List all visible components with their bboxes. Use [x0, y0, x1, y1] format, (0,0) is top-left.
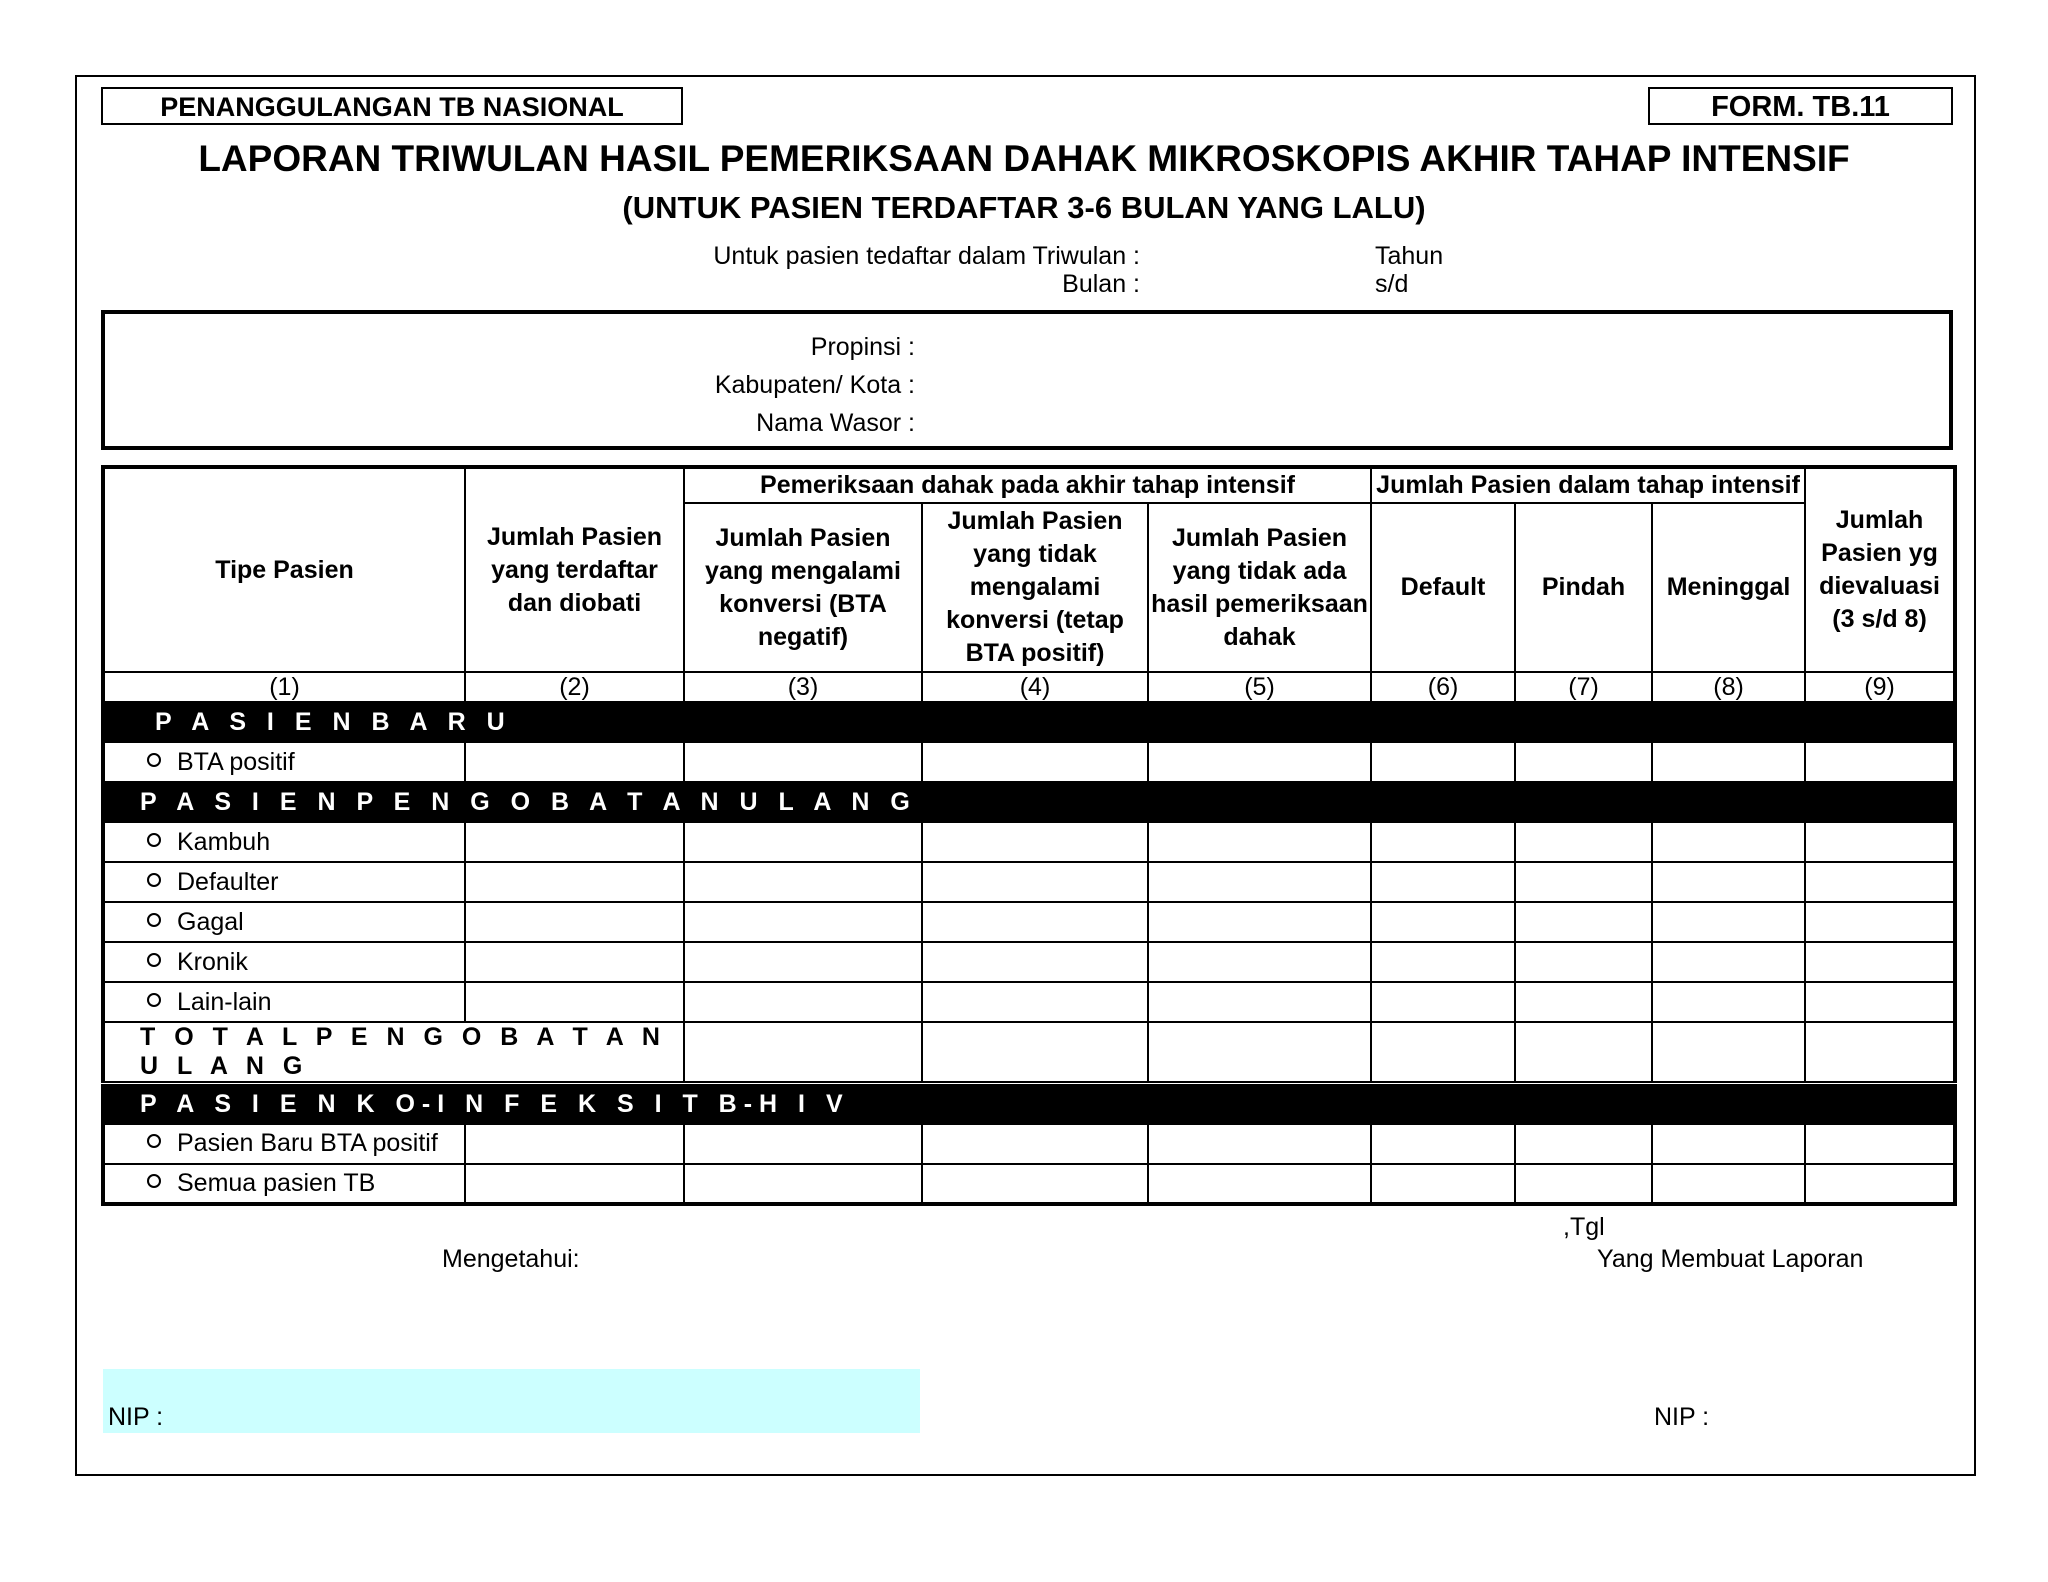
- col-number: (8): [1652, 672, 1805, 702]
- cell[interactable]: [1805, 942, 1955, 982]
- cell[interactable]: [1148, 1124, 1371, 1164]
- col-number: (1): [103, 672, 465, 702]
- cell[interactable]: [1805, 1164, 1955, 1204]
- col-number: (6): [1371, 672, 1515, 702]
- bullet-circle-icon: [147, 833, 161, 847]
- cell[interactable]: [1371, 942, 1515, 982]
- col-number: (3): [684, 672, 922, 702]
- total-row: [103, 1022, 1955, 1084]
- table-row: [103, 982, 1955, 1022]
- bullet-circle-icon: [147, 993, 161, 1007]
- cell[interactable]: [465, 942, 684, 982]
- bullet-circle-icon: [147, 1174, 161, 1188]
- bullet-circle-icon: [147, 873, 161, 887]
- cell[interactable]: [684, 902, 922, 942]
- cell[interactable]: [1515, 982, 1652, 1022]
- cell[interactable]: [1652, 1124, 1805, 1164]
- cell[interactable]: [1515, 1124, 1652, 1164]
- cell[interactable]: [1652, 942, 1805, 982]
- cell[interactable]: [1371, 742, 1515, 782]
- header-konversi: Jumlah Pasien yang mengalami konversi (BTA negatif): [684, 503, 922, 672]
- bullet-circle-icon: [147, 1134, 161, 1148]
- col-number: (7): [1515, 672, 1652, 702]
- cell[interactable]: [684, 1022, 922, 1084]
- header-group-jumlah: Jumlah Pasien dalam tahap intensif: [1371, 467, 1805, 503]
- cell[interactable]: [1371, 1022, 1515, 1084]
- table-row: [103, 902, 1955, 942]
- cell[interactable]: [1805, 862, 1955, 902]
- cell[interactable]: [1652, 862, 1805, 902]
- col-number: (4): [922, 672, 1148, 702]
- cell[interactable]: [465, 1164, 684, 1204]
- mengetahui-label: Mengetahui:: [442, 1245, 580, 1273]
- cell[interactable]: [1805, 982, 1955, 1022]
- wasor-label: Nama Wasor :: [756, 409, 915, 437]
- form-code: FORM. TB.11: [1648, 87, 1953, 125]
- cell[interactable]: [465, 862, 684, 902]
- table-row: [103, 942, 1955, 982]
- header-tipe-pasien: Tipe Pasien: [103, 467, 465, 672]
- cell[interactable]: [684, 1164, 922, 1204]
- cell[interactable]: [684, 982, 922, 1022]
- tgl-label: ,Tgl: [1563, 1213, 1605, 1241]
- cell[interactable]: [922, 1164, 1148, 1204]
- header-dievaluasi: Jumlah Pasien yg dievaluasi (3 s/d 8): [1805, 467, 1955, 672]
- col-number: (5): [1148, 672, 1371, 702]
- header-tidak-ada-hasil: Jumlah Pasien yang tidak ada hasil pemeriksaan dahak: [1148, 503, 1371, 672]
- report-title: LAPORAN TRIWULAN HASIL PEMERIKSAAN DAHAK MIKROSKOPIS AKHIR TAHAP INTENSIF: [198, 138, 1850, 179]
- row-label: Kambuh: [177, 827, 271, 856]
- cell[interactable]: [1805, 902, 1955, 942]
- cell[interactable]: [922, 1022, 1148, 1084]
- cell[interactable]: [1148, 742, 1371, 782]
- header-meninggal: Meninggal: [1652, 503, 1805, 672]
- triwulan-label: Untuk pasien tedaftar dalam Triwulan :: [713, 242, 1140, 270]
- cell[interactable]: [1515, 862, 1652, 902]
- cell[interactable]: [1371, 862, 1515, 902]
- cell[interactable]: [922, 822, 1148, 862]
- nip-left-label: NIP :: [108, 1403, 164, 1431]
- cell[interactable]: [684, 822, 922, 862]
- cell[interactable]: [1515, 742, 1652, 782]
- row-label: BTA positif: [177, 747, 295, 776]
- cell[interactable]: [1805, 1022, 1955, 1084]
- cell[interactable]: [1652, 982, 1805, 1022]
- row-label: Pasien Baru BTA positif: [177, 1129, 438, 1157]
- nip-input-highlight[interactable]: [103, 1369, 920, 1433]
- cell[interactable]: [922, 942, 1148, 982]
- cell[interactable]: [684, 742, 922, 782]
- row-label: Kronik: [177, 947, 248, 976]
- cell[interactable]: [1371, 822, 1515, 862]
- report-table: [101, 465, 1957, 1206]
- program-label: PENANGGULANGAN TB NASIONAL: [101, 87, 683, 125]
- cell[interactable]: [1148, 1164, 1371, 1204]
- pembuat-label: Yang Membuat Laporan: [1597, 1245, 1864, 1273]
- section-label: P A S I E N P E N G O B A T A N U L A N G: [103, 782, 1955, 822]
- cell[interactable]: [1652, 1164, 1805, 1204]
- section-ko-infeksi: [103, 1084, 1955, 1124]
- header-default: Default: [1371, 503, 1515, 672]
- col-number: (9): [1805, 672, 1955, 702]
- cell[interactable]: [1652, 1022, 1805, 1084]
- cell[interactable]: [684, 942, 922, 982]
- cell[interactable]: [1148, 942, 1371, 982]
- cell[interactable]: [1515, 1022, 1652, 1084]
- cell[interactable]: [1652, 822, 1805, 862]
- row-label: Lain-lain: [177, 987, 272, 1016]
- cell[interactable]: [922, 1124, 1148, 1164]
- cell[interactable]: [465, 1124, 684, 1164]
- bullet-circle-icon: [147, 753, 161, 767]
- cell[interactable]: [465, 822, 684, 862]
- cell[interactable]: [922, 982, 1148, 1022]
- row-label: Semua pasien TB: [177, 1168, 376, 1197]
- header-pindah: Pindah: [1515, 503, 1652, 672]
- cell[interactable]: [1515, 942, 1652, 982]
- report-subtitle: (UNTUK PASIEN TERDAFTAR 3-6 BULAN YANG LALU): [622, 190, 1426, 225]
- cell[interactable]: [465, 982, 684, 1022]
- cell[interactable]: [1148, 902, 1371, 942]
- col-number: (2): [465, 672, 684, 702]
- cell[interactable]: [1148, 822, 1371, 862]
- header-terdaftar: Jumlah Pasien yang terdaftar dan diobati: [465, 467, 684, 672]
- section-label: P A S I E N B A R U: [103, 702, 1955, 742]
- propinsi-label: Propinsi :: [810, 333, 915, 361]
- kabupaten-label: Kabupaten/ Kota :: [714, 371, 915, 399]
- cell[interactable]: [1371, 1124, 1515, 1164]
- section-pengobatan-ulang: [103, 782, 1955, 822]
- cell[interactable]: [922, 902, 1148, 942]
- table-row: [103, 822, 1955, 862]
- cell[interactable]: [684, 862, 922, 902]
- cell[interactable]: [1515, 902, 1652, 942]
- column-numbers-row: [103, 672, 1955, 702]
- cell[interactable]: [1148, 982, 1371, 1022]
- bulan-label: Bulan :: [1062, 270, 1140, 298]
- row-label: Defaulter: [177, 867, 279, 896]
- cell[interactable]: [1371, 1164, 1515, 1204]
- table-row: [103, 742, 1955, 782]
- bullet-circle-icon: [147, 913, 161, 927]
- section-pasien-baru: [103, 702, 1955, 742]
- region-info-box: [101, 310, 1953, 450]
- cell[interactable]: [922, 742, 1148, 782]
- cell[interactable]: [1371, 902, 1515, 942]
- sd-label: s/d: [1375, 270, 1409, 298]
- cell[interactable]: [1805, 822, 1955, 862]
- cell[interactable]: [465, 902, 684, 942]
- table-row: [103, 862, 1955, 902]
- bullet-circle-icon: [147, 953, 161, 967]
- cell[interactable]: [1515, 1164, 1652, 1204]
- cell[interactable]: [465, 742, 684, 782]
- table-row: [103, 1124, 1955, 1164]
- tahun-label: Tahun: [1375, 242, 1444, 270]
- section-label: P A S I E N K O-I N F E K S I T B-H I V: [103, 1084, 1955, 1124]
- cell[interactable]: [684, 1124, 922, 1164]
- nip-right-label: NIP :: [1654, 1403, 1710, 1431]
- cell[interactable]: [922, 862, 1148, 902]
- cell[interactable]: [1148, 862, 1371, 902]
- header-tidak-konversi: Jumlah Pasien yang tidak mengalami konversi (tetap BTA positif): [922, 503, 1148, 672]
- cell[interactable]: [1652, 742, 1805, 782]
- header-group-pemeriksaan: Pemeriksaan dahak pada akhir tahap intensif: [684, 467, 1371, 503]
- total-label: T O T A L P E N G O B A T A N U L A N G: [103, 1022, 684, 1084]
- row-label: Gagal: [177, 907, 244, 936]
- cell[interactable]: [1805, 742, 1955, 782]
- cell[interactable]: [1148, 1022, 1371, 1084]
- cell[interactable]: [1371, 982, 1515, 1022]
- cell[interactable]: [1652, 902, 1805, 942]
- table-row: [103, 1164, 1955, 1204]
- cell[interactable]: [1515, 822, 1652, 862]
- cell[interactable]: [1805, 1124, 1955, 1164]
